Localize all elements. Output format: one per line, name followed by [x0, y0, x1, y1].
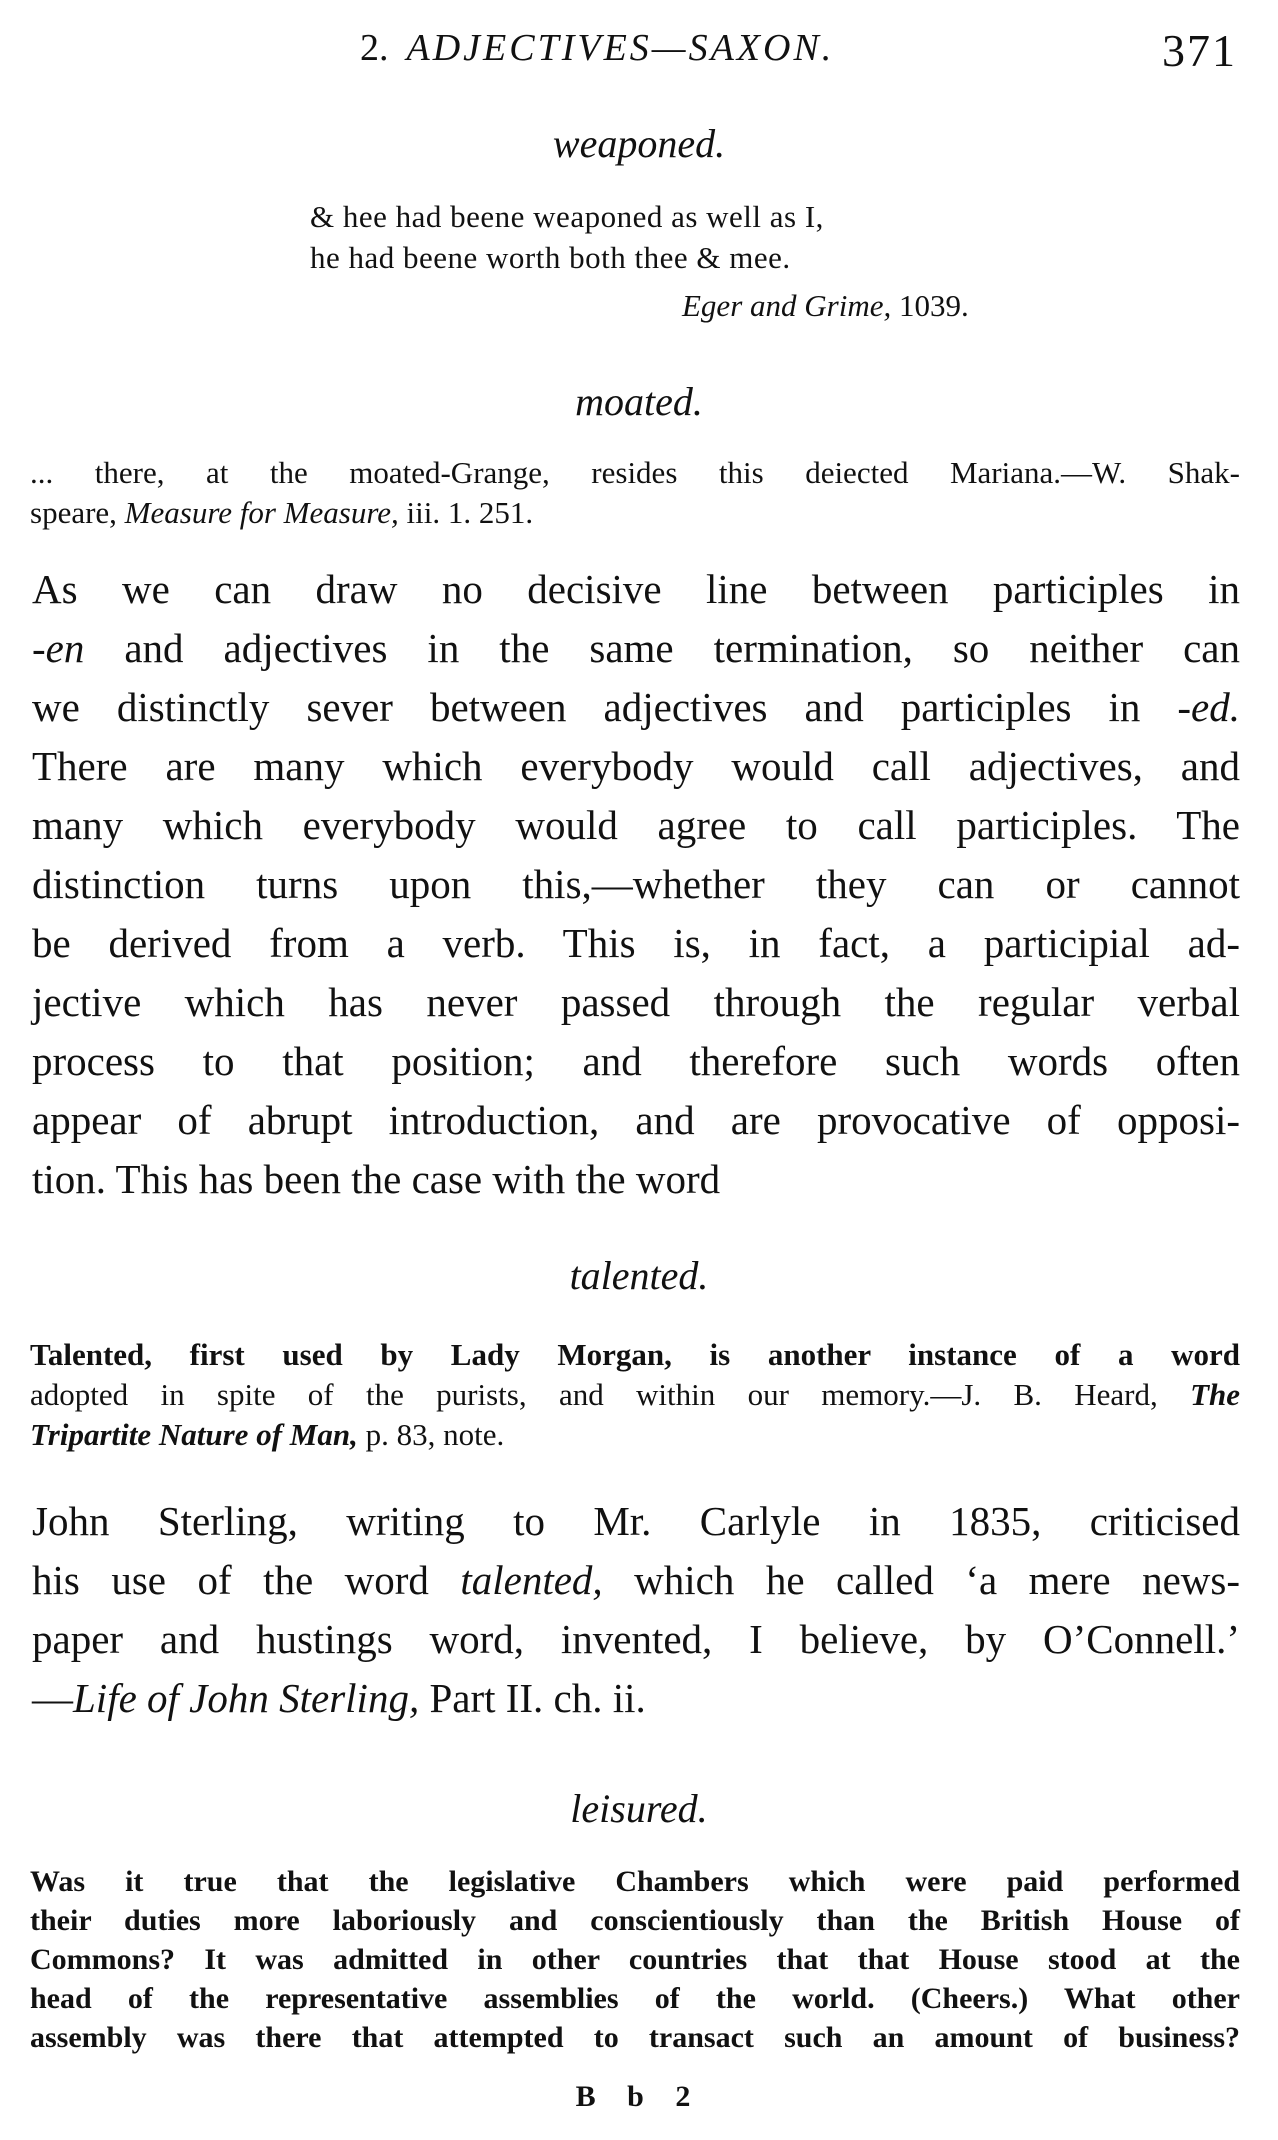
paragraph-text: we distinctly sever between adjectives and participles in — [32, 684, 1141, 730]
heading-talented: talented. — [569, 1253, 709, 1298]
heading-leisured: leisured. — [570, 1786, 708, 1831]
quote-title: Measure for Measure, — [124, 495, 399, 530]
paragraph-text: his use of the word — [32, 1557, 461, 1603]
quote-talented — [30, 1335, 1240, 1455]
source-line: 1039. — [898, 288, 969, 323]
paragraph-line: distinction turns upon this,—whether they can or cannot — [32, 861, 1240, 907]
paragraph-line — [32, 1551, 1240, 1610]
quote-line: assembly was there that attempted to transact such an amount of business? — [30, 2021, 1240, 2054]
signature-mark: B b 2 — [575, 2080, 703, 2113]
heading-moated: moated. — [575, 379, 703, 424]
suffix-en: -en — [32, 625, 85, 671]
quote-line: Commons? It was admitted in other countries that that House stood at the — [30, 1943, 1240, 1976]
page-number: 371 — [1162, 25, 1237, 76]
section-title: ADJECTIVES—SAXON. — [406, 27, 835, 69]
paragraph-line — [32, 678, 1240, 737]
quote-line: Talented, first used by Lady Morgan, is another instance of a word — [30, 1337, 1240, 1372]
quote-text: adopted in spite of the purists, and within our memory.—J. B. Heard, — [30, 1377, 1191, 1412]
paragraph-line: process to that position; and therefore such words often — [32, 1038, 1240, 1084]
paragraph-line: John Sterling, writing to Mr. Carlyle in 1835, criticised — [32, 1498, 1240, 1544]
paragraph-text: which he called ‘a mere news- — [602, 1557, 1240, 1603]
paragraph-line: jective which has never passed through the regular verbal — [32, 979, 1240, 1025]
quote-text: p. 83, note. — [357, 1417, 505, 1452]
verse-line: & hee had beene weaponed as well as I, — [310, 199, 824, 234]
paragraph-line: tion. This has been the case with the word — [32, 1156, 721, 1202]
paragraph-line: many which everybody would agree to call participles. The — [32, 802, 1240, 848]
paragraph-line: paper and hustings word, invented, I believe, by O’Connell.’ — [32, 1616, 1240, 1662]
quote-line: their duties more laboriously and conscientiously than the British House of — [30, 1904, 1240, 1937]
verse-quote — [310, 196, 824, 278]
quote-text: speare, — [30, 495, 125, 530]
paragraph-text: and adjectives in the same termination, so neither can — [124, 625, 1240, 671]
quote-title: The — [1190, 1377, 1240, 1412]
paragraph-line: As we can draw no decisive line between participles in — [32, 566, 1240, 612]
paragraph-participles — [32, 560, 1240, 1209]
paragraph-line: appear of abrupt introduction, and are provocative of opposi- — [32, 1097, 1240, 1143]
book-title: Life of John Sterling, — [73, 1675, 420, 1721]
quote-title: Tripartite Nature of Man, — [30, 1417, 358, 1452]
section-number: 2. — [360, 27, 389, 69]
paragraph-sterling — [32, 1492, 1240, 1728]
verse-line: he had beene worth both thee & mee. — [310, 240, 791, 275]
paragraph-text: Part II. ch. ii. — [419, 1675, 646, 1721]
italic-word: talented, — [460, 1557, 603, 1603]
paragraph-line — [32, 1669, 1240, 1728]
heading-weaponed: weaponed. — [552, 121, 726, 166]
paragraph-text: — — [32, 1675, 73, 1721]
quote-line — [30, 1415, 1240, 1455]
quote-moated — [30, 453, 1240, 533]
quote-line: Was it true that the legislative Chambers which were paid performed — [30, 1865, 1240, 1898]
running-title — [360, 26, 834, 70]
quote-line — [30, 1375, 1240, 1415]
quote-line: ... there, at the moated-Grange, resides this deiected Mariana.—W. Shak- — [30, 455, 1240, 490]
quote-leisured — [30, 1862, 1240, 2057]
quote-text: iii. 1. 251. — [398, 495, 534, 530]
paragraph-line — [32, 619, 1240, 678]
quote-line: head of the representative assemblies of the world. (Cheers.) What other — [30, 1982, 1240, 2015]
paragraph-line: be derived from a verb. This is, in fact, a participial ad- — [32, 920, 1240, 966]
source-title: Eger and Grime, — [682, 288, 892, 323]
quote-line — [30, 493, 1240, 533]
running-header — [0, 18, 1278, 78]
suffix-ed: -ed. — [1177, 684, 1240, 730]
verse-source — [682, 288, 969, 324]
paragraph-line: There are many which everybody would call adjectives, and — [32, 743, 1240, 789]
